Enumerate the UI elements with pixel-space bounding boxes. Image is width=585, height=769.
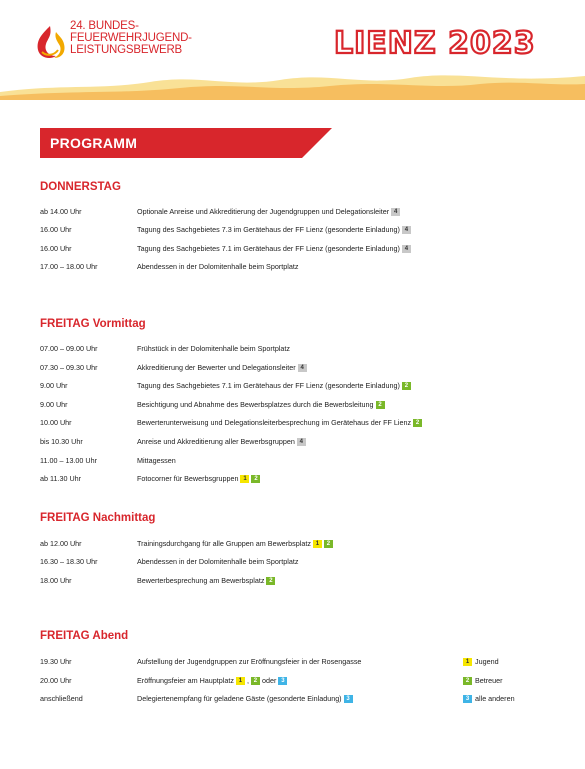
audience-badge-blue: 3 (344, 695, 353, 703)
schedule-time: ab 14.00 Uhr (40, 207, 82, 216)
schedule-row (40, 456, 575, 470)
schedule-row (40, 225, 575, 239)
schedule-row (40, 557, 575, 571)
event-logo-text (70, 20, 192, 56)
schedule-description-text: Tagung des Sachgebietes 7.3 im Gerätehaus der FF Lienz (gesonderte Einladung) (137, 225, 400, 235)
schedule-time: 16.00 Uhr (40, 225, 72, 235)
schedule-time: bis 10.30 Uhr (40, 437, 83, 446)
section-title: FREITAG Vormittag (40, 318, 146, 330)
schedule-description (137, 400, 385, 409)
schedule-description-text: Abendessen in der Dolomitenhalle beim Sportplatz (137, 557, 299, 567)
audience-badge-yellow: 1 (240, 475, 249, 483)
audience-badge-yellow: 1 (313, 540, 322, 548)
schedule-description (137, 456, 176, 465)
logo-line-2: FEUERWEHRJUGEND- (70, 32, 192, 44)
legend-badge-yellow: 1 (463, 658, 472, 666)
schedule-time: 10.00 Uhr (40, 418, 72, 428)
schedule-description-text: Abendessen in der Dolomitenhalle beim Sportplatz (137, 261, 299, 271)
schedule-row (40, 344, 575, 358)
schedule-row (40, 400, 575, 414)
audience-badge-green: 2 (324, 540, 333, 548)
fire-youth-logo-icon (32, 22, 68, 62)
schedule-description (137, 657, 361, 666)
schedule-row (40, 539, 575, 553)
schedule-time: 9.00 Uhr (40, 399, 68, 409)
schedule-description-text: Tagung des Sachgebietes 7.1 im Gerätehaus der FF Lienz (gesonderte Einladung) (137, 381, 400, 391)
page-header (0, 0, 585, 100)
inline-connector: , (246, 675, 249, 685)
legend-badge-green: 2 (463, 677, 472, 685)
schedule-time: 07.00 – 09.00 Uhr (40, 344, 98, 353)
schedule-description (137, 381, 411, 390)
audience-badge-grey: 4 (402, 226, 411, 234)
section-title: FREITAG Nachmittag (40, 512, 156, 524)
schedule-time: 9.00 Uhr (40, 381, 68, 391)
legend-item (463, 694, 515, 703)
audience-badge-blue: 3 (278, 677, 287, 685)
logo-line-1: 24. BUNDES- (70, 20, 139, 32)
schedule-description (137, 262, 298, 271)
legend-label: Jugend (475, 657, 499, 666)
schedule-time: 18.00 Uhr (40, 575, 72, 585)
legend-label: alle anderen (475, 694, 515, 703)
schedule-description (137, 418, 422, 427)
schedule-description-text: Bewerterbesprechung am Bewerbsplatz (137, 575, 265, 585)
schedule-description-text: Trainingsdurchgang für alle Gruppen am Bewerbsplatz (137, 539, 311, 548)
schedule-time: 17.00 – 18.00 Uhr (40, 261, 98, 271)
schedule-row (40, 474, 575, 488)
schedule-row (40, 381, 575, 395)
schedule-row (40, 207, 575, 221)
schedule-description (137, 207, 400, 216)
schedule-description-text: Mittagessen (137, 455, 176, 465)
schedule-row (40, 437, 575, 451)
schedule-row (40, 244, 575, 258)
audience-badge-yellow: 1 (236, 677, 245, 685)
schedule-description (137, 225, 411, 234)
inline-connector: oder (261, 675, 277, 685)
program-banner (40, 128, 332, 158)
schedule-row (40, 418, 575, 432)
logo-line-3: LEISTUNGSBEWERB (70, 44, 183, 56)
legend-item (463, 657, 499, 666)
audience-badge-green: 2 (251, 475, 260, 483)
audience-badge-grey: 4 (298, 364, 307, 372)
section-title: DONNERSTAG (40, 181, 121, 193)
legend-item (463, 676, 503, 685)
schedule-time: 07.30 – 09.30 Uhr (40, 362, 98, 372)
schedule-row (40, 262, 575, 276)
audience-badge-green: 2 (266, 577, 275, 585)
schedule-description-text: Fotocorner für Bewerbsgruppen (137, 474, 239, 484)
schedule-description-text: Bewerterunterweisung und Delegationsleiterbesprechung im Gerätehaus der FF Lienz (137, 418, 412, 428)
audience-badge-green: 2 (251, 677, 260, 685)
legend-badge-blue: 3 (463, 695, 472, 703)
audience-badge-green: 2 (402, 382, 411, 390)
schedule-time: anschließend (40, 694, 83, 703)
audience-badge-green: 2 (376, 401, 385, 409)
schedule-description-text: Eröffnungsfeier am Hauptplatz (137, 675, 234, 685)
schedule-time: ab 11.30 Uhr (40, 474, 82, 484)
schedule-description-text: Delegiertenempfang für geladene Gäste (gesonderte Einladung) (137, 694, 342, 703)
schedule-description-text: Optionale Anreise und Akkreditierung der Jugendgruppen und Delegationsleiter (137, 207, 390, 216)
schedule-description-text: Akkreditierung der Bewerter und Delegationsleiter (137, 362, 296, 372)
schedule-time: 16.00 Uhr (40, 243, 72, 253)
brand-wordmark (334, 27, 559, 61)
schedule-description-text: Frühstück in der Dolomitenhalle beim Sportplatz (137, 344, 291, 353)
schedule-time: 16.30 – 18.30 Uhr (40, 557, 98, 567)
schedule-time: 11.00 – 13.00 Uhr (40, 455, 98, 465)
schedule-description-text: Anreise und Akkreditierung aller Bewerbsgruppen (137, 437, 295, 446)
schedule-time: ab 12.00 Uhr (40, 539, 82, 548)
audience-badge-grey: 4 (402, 245, 411, 253)
program-title: PROGRAMM (50, 135, 138, 151)
audience-badge-grey: 4 (391, 208, 400, 216)
schedule-description (137, 437, 306, 446)
schedule-description (137, 557, 298, 566)
schedule-description (137, 576, 275, 585)
audience-badge-grey: 4 (297, 438, 306, 446)
audience-badge-green: 2 (413, 419, 422, 427)
brand-title: LIENZ 2023 (334, 26, 536, 61)
schedule-description (137, 363, 307, 372)
schedule-description (137, 344, 290, 353)
schedule-description (137, 474, 260, 483)
schedule-description-text: Aufstellung der Jugendgruppen zur Eröffnungsfeier in der Rosengasse (137, 657, 362, 666)
schedule-time: 20.00 Uhr (40, 675, 72, 685)
schedule-description (137, 244, 411, 253)
schedule-description (137, 694, 353, 703)
schedule-description (137, 539, 333, 548)
flame-decoration-icon (0, 62, 585, 102)
legend-label: Betreuer (475, 675, 503, 685)
schedule-time: 19.30 Uhr (40, 657, 72, 666)
section-title: FREITAG Abend (40, 630, 129, 642)
schedule-description-text: Besichtigung und Abnahme des Bewerbsplatzes durch die Bewerbsleitung (137, 399, 374, 409)
schedule-description-text: Tagung des Sachgebietes 7.1 im Gerätehaus der FF Lienz (gesonderte Einladung) (137, 243, 400, 253)
schedule-row (40, 363, 575, 377)
schedule-row (40, 576, 575, 590)
schedule-description (137, 676, 287, 685)
